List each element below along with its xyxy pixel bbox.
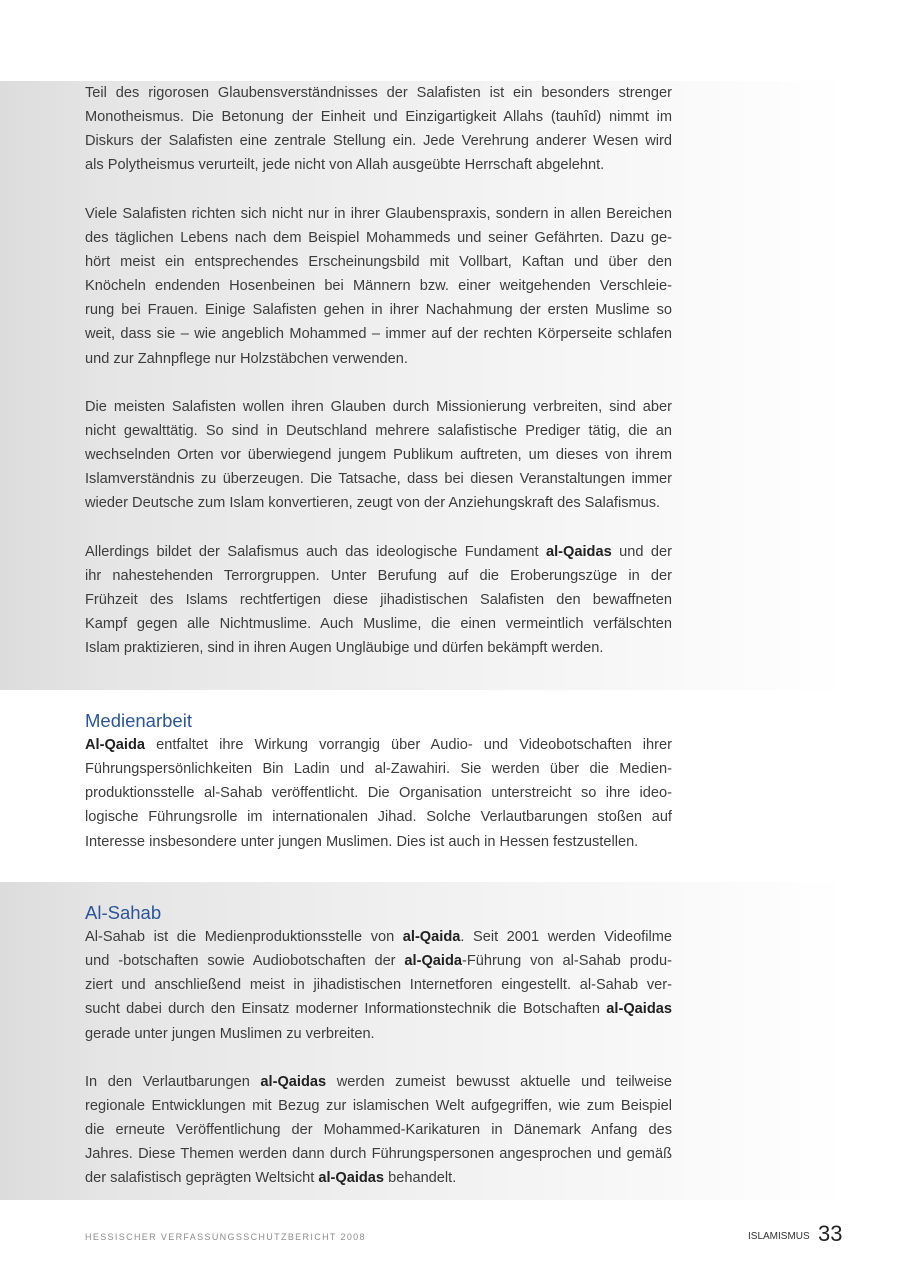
text-run: werden zumeist bewusst aktuelle und teilweise [326,1073,672,1090]
section-al-sahab [85,901,672,1191]
text-run: . Seit 2001 werden Videofilme [460,929,672,945]
paragraph [85,395,672,516]
text-run: behandelt. [384,1170,457,1187]
text-run: wieder Deutsche zum Islam konvertieren, zeugt von der Anziehungskraft des Salafismus. [85,495,661,512]
text-run: In den Verlautbarungen [85,1073,261,1090]
text-run: hört meist ein entsprechendes Erscheinungsbild mit Vollbart, Kaftan und über den [85,253,672,270]
text-run: Jahres. Diese Themen werden dann durch Führungspersonen angesprochen und gemäß [85,1146,672,1163]
text-line [85,202,672,226]
text-run: weit, dass sie – wie angeblich Mohammed – immer auf der rechten Körperseite schlafen [85,326,672,343]
text-line [85,419,672,443]
emphasized-term: al-Qaidas [260,1073,327,1090]
emphasized-term: al-Qaidas [606,1001,672,1018]
text-run: Islamverständnis zu überzeugen. Die Tatsache, dass bei diesen Veranstaltungen immer [85,471,672,488]
text-run: Monotheismus. Die Betonung der Einheit und Einzigartigkeit Allahs (tauhîd) nimmt im [85,109,672,126]
paragraph [85,925,672,1046]
text-run: nicht gewalttätig. So sind in Deutschland mehrere salafistische Prediger tätig, die an [85,422,672,439]
text-line [85,1022,672,1046]
text-line [85,1070,672,1094]
text-line [85,564,672,588]
text-line [85,105,672,129]
emphasized-term: al-Qaida [402,929,461,945]
text-run: Diskurs der Salafisten eine zentrale Stellung ein. Jede Verehrung anderer Wesen wird [85,133,672,150]
section-medienarbeit [85,709,672,854]
text-line [85,1118,672,1142]
text-line [85,997,672,1021]
text-run: logische Führungsrolle im internationalen Jihad. Solche Verlautbarungen stoßen auf [85,809,672,826]
text-line [85,805,672,829]
text-line [85,733,672,757]
paragraph [85,540,672,661]
text-run: wechselnden Orten vor überwiegend jungem Publikum auftreten, um dieses von ihrem [85,447,672,464]
text-line [85,81,672,105]
paragraph [85,1070,672,1191]
text-run: Viele Salafisten richten sich nicht nur in ihrer Glaubenspraxis, sondern in allen Bereichen [85,205,672,222]
text-line [85,298,672,322]
text-run: Die meisten Salafisten wollen ihren Glauben durch Missionierung verbreiten, sind aber [85,398,672,415]
text-line [85,491,672,515]
text-line [85,781,672,805]
text-run: -Führung von al-Sahab produ- [462,953,672,970]
paragraph [85,733,672,854]
text-line [85,1094,672,1118]
text-line [85,757,672,781]
text-run: Knöcheln endenden Hosenbeinen bei Männern bzw. einer weitgehenden Verschleie- [85,278,672,295]
text-line [85,129,672,153]
section-heading: Al-Sahab [85,902,162,923]
text-line [85,1166,672,1190]
paragraph [85,202,672,371]
section-salafism [85,81,672,660]
chapter-label: ISLAMISMUS [748,1231,810,1242]
text-run: gerade unter jungen Muslimen zu verbreiten. [85,1025,375,1042]
text-line [85,395,672,419]
text-line [85,153,672,177]
text-line [85,636,672,660]
text-run: Führungspersönlichkeiten Bin Ladin und al-Zawahiri. Sie werden über die Medien- [85,761,672,778]
text-line [85,973,672,997]
text-run: Frühzeit des Islams rechtfertigen diese jihadistischen Salafisten den bewaffneten [85,591,672,608]
text-line [85,1142,672,1166]
emphasized-term: al-Qaidas [545,543,612,560]
paragraph [85,81,672,178]
text-line [85,443,672,467]
text-run: Kampf gegen alle Nichtmuslime. Auch Muslime, die einen vermeintlich verfälschten [85,616,672,633]
page-number: 33 [818,1221,843,1246]
text-run: regionale Entwicklungen mit Bezug zur islamischen Welt aufgegriffen, wie zum Beispiel [85,1097,672,1114]
text-run: Interesse insbesondere unter jungen Muslimen. Dies ist auch in Hessen festzustellen. [85,833,639,850]
text-run: rung bei Frauen. Einige Salafisten gehen in ihrer Nachahmung der ersten Muslime so [85,302,672,319]
publication-title: HESSISCHER VERFASSUNGSSCHUTZBERICHT 2008 [85,1232,366,1242]
text-run: sucht dabei durch den Einsatz moderner Informationstechnik die Botschaften [85,1001,607,1018]
text-run: die erneute Veröffentlichung der Mohammed-Karikaturen in Dänemark Anfang des [85,1122,672,1139]
text-run: Islam praktizieren, sind in ihren Augen Ungläubige und dürfen bekämpft werden. [85,640,604,657]
text-line [85,612,672,636]
text-line [85,250,672,274]
section-heading: Medienarbeit [85,710,192,731]
text-run: als Polytheismus verurteilt, jede nicht von Allah ausgeübte Herrschaft abgelehnt. [85,157,605,174]
text-run: des täglichen Lebens nach dem Beispiel Mohammeds und seiner Gefährten. Dazu ge- [85,229,672,246]
text-line [85,274,672,298]
emphasized-term: al-Qaida [404,953,463,970]
text-line [85,540,672,564]
text-run: entfaltet ihre Wirkung vorrangig über Audio- und Videobotschaften ihrer [145,737,672,753]
text-run: ziert und anschließend meist in jihadistischen Internetforen eingestellt. al-Sahab ver- [85,977,672,994]
text-line [85,925,672,949]
text-run: Teil des rigorosen Glaubensverständnisses der Salafisten ist ein besonders strenger [85,85,672,101]
text-run: Al-Sahab ist die Medienproduktionsstelle von [85,929,403,945]
emphasized-term: Al-Qaida [85,737,146,753]
text-run: ihr nahestehenden Terrorgruppen. Unter Berufung auf die Eroberungszüge in der [85,567,672,584]
text-run: und zur Zahnpflege nur Holzstäbchen verwenden. [85,350,408,367]
text-run: der salafistisch geprägten Weltsicht [85,1170,319,1187]
text-line [85,347,672,371]
text-run: produktionsstelle al-Sahab veröffentlicht. Die Organisation unterstreicht so ihre ideo- [85,785,672,802]
text-line [85,949,672,973]
text-line [85,588,672,612]
text-line [85,322,672,346]
text-run: und der [611,543,672,560]
text-line [85,226,672,250]
text-line [85,467,672,491]
text-run: und -botschaften sowie Audiobotschaften der [85,953,405,970]
text-line [85,830,672,854]
text-run: Allerdings bildet der Salafismus auch das ideologische Fundament [85,543,546,560]
emphasized-term: al-Qaidas [318,1170,385,1187]
